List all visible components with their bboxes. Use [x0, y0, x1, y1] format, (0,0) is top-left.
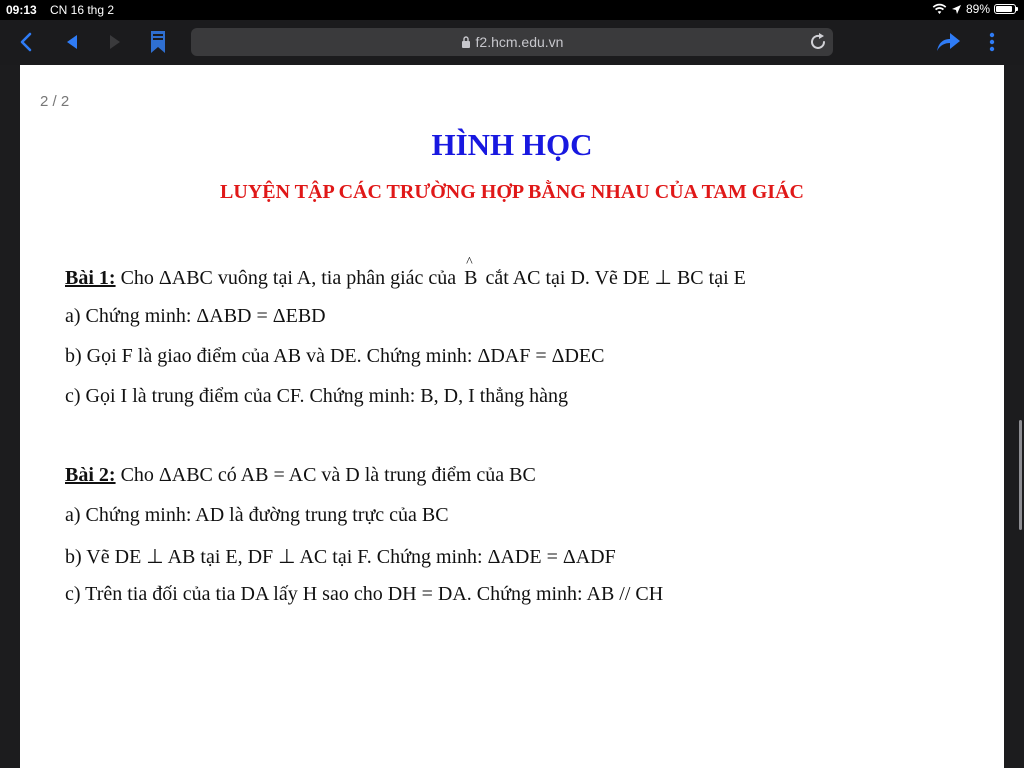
- more-button[interactable]: [980, 30, 1004, 54]
- bai1-part-a: a) Chứng minh: ΔABD = ΔEBD: [65, 305, 326, 327]
- browser-toolbar: [0, 20, 1024, 65]
- bai2-part-a: a) Chứng minh: AD là đường trung trực của BC: [65, 504, 449, 526]
- bai2-intro: [65, 464, 536, 487]
- bai2-intro-text: Cho ΔABC có AB = AC và D là trung điểm của BC: [115, 464, 536, 486]
- status-time: 09:13: [6, 3, 37, 17]
- chevron-left-icon: [19, 32, 33, 52]
- bai1-label: Bài 1:: [65, 267, 116, 289]
- triangle-left-icon: [66, 34, 78, 50]
- status-date: CN 16 thg 2: [50, 3, 115, 17]
- status-right: [932, 2, 1016, 16]
- page-subtitle: LUYỆN TẬP CÁC TRƯỜNG HỢP BẰNG NHAU CỦA TAM GIÁC: [220, 181, 804, 203]
- page-title: HÌNH HỌC: [431, 127, 593, 162]
- bai2-part-b: b) Vẽ DE ⊥ AB tại E, DF ⊥ AC tại F. Chứng minh: ΔADE = ΔADF: [65, 546, 616, 568]
- bookmark-icon: [149, 30, 167, 54]
- location-arrow-icon: [951, 4, 962, 15]
- bookmark-button[interactable]: [146, 30, 170, 54]
- wifi-icon: [932, 3, 947, 15]
- battery-icon: [994, 4, 1016, 14]
- battery-percent: 89%: [965, 2, 990, 16]
- share-button[interactable]: [934, 30, 962, 54]
- bai1-part-c: c) Gọi I là trung điểm của CF. Chứng minh: B, D, I thẳng hàng: [65, 385, 569, 407]
- reload-icon: [807, 31, 829, 53]
- bai2-label: Bài 2:: [65, 464, 116, 486]
- bai1-intro-b: cắt AC tại D. Vẽ DE ⊥ BC tại E: [480, 267, 746, 289]
- page-indicator: 2 / 2: [40, 93, 70, 110]
- status-bar: [0, 0, 1024, 20]
- scrollbar[interactable]: [1019, 420, 1022, 530]
- reload-button[interactable]: [807, 31, 829, 53]
- more-vertical-icon: [989, 32, 995, 52]
- address-bar[interactable]: [191, 28, 833, 56]
- url-text: f2.hcm.edu.vn: [475, 34, 564, 50]
- angle-b: ^ B: [464, 267, 477, 290]
- bai1-part-b: b) Gọi F là giao điểm của AB và DE. Chứng minh: ΔDAF = ΔDEC: [65, 345, 605, 367]
- url-display: [191, 34, 833, 50]
- back-button[interactable]: [14, 30, 38, 54]
- triangle-right-icon: [109, 34, 121, 50]
- bai1-intro-a: Cho ΔABC vuông tại A, tia phân giác của: [115, 267, 462, 289]
- document-page: [20, 65, 1004, 768]
- lock-icon: [461, 36, 471, 48]
- previous-page-button[interactable]: [60, 30, 84, 54]
- share-arrow-icon: [935, 31, 961, 53]
- bai1-intro: [65, 265, 746, 290]
- next-page-button[interactable]: [103, 30, 127, 54]
- bai2-part-c: c) Trên tia đối của tia DA lấy H sao cho DH = DA. Chứng minh: AB // CH: [65, 583, 664, 605]
